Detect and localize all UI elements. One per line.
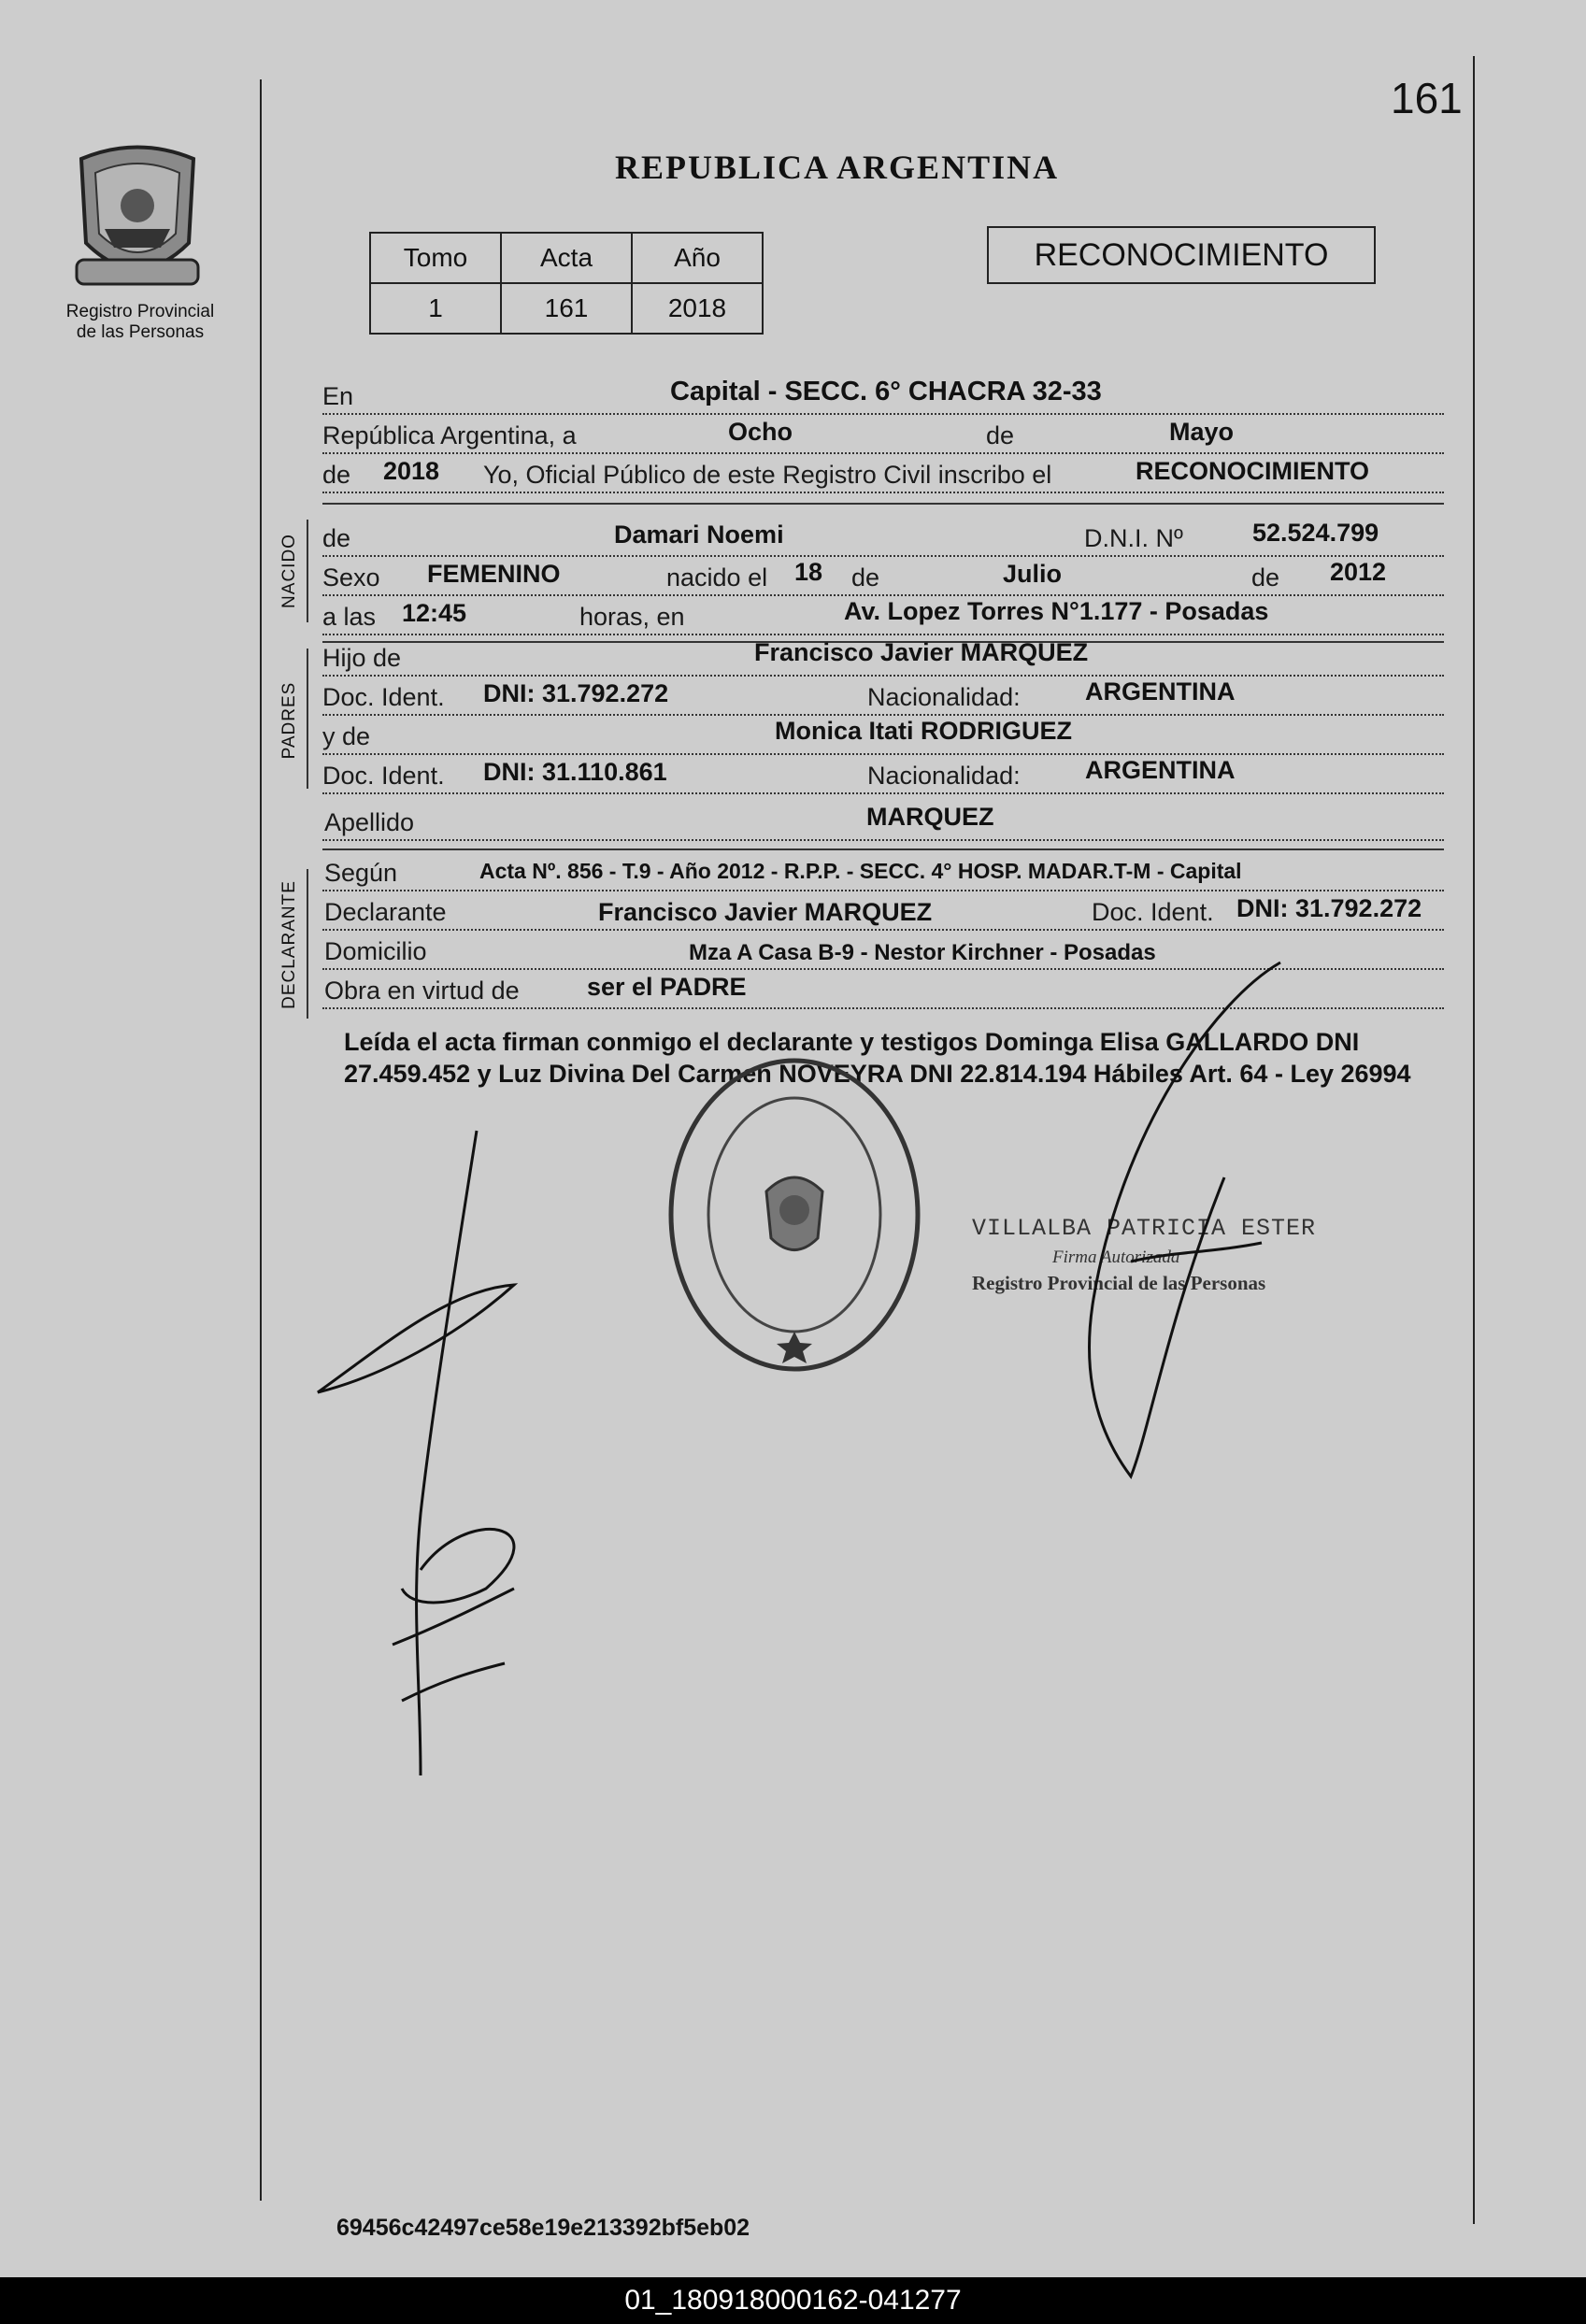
row-republica (322, 418, 1444, 458)
signature-right-icon (1065, 944, 1308, 1504)
value-nac-dia: 18 (794, 558, 823, 586)
bracket-padres (307, 649, 308, 789)
table-value-acta: 161 (501, 283, 632, 334)
doc-type-box: RECONOCIMIENTO (987, 226, 1376, 284)
official-stamp-office: Registro Provincial de las Personas (972, 1272, 1266, 1294)
value-madre-doc: DNI: 31.110.861 (483, 758, 667, 786)
row-apellido (322, 803, 1444, 845)
row-padre-doc (322, 677, 1444, 720)
label-horas: horas, en (579, 603, 685, 631)
label-segun: Según (324, 859, 398, 887)
value-dia: Ocho (728, 418, 793, 446)
value-segun: Acta Nº. 856 - T.9 - Año 2012 - R.P.P. - SECC. 4° HOSP. MADAR.T-M - Capital (479, 859, 1242, 883)
value-madre-nac: ARGENTINA (1085, 756, 1236, 784)
value-padre-nac: ARGENTINA (1085, 677, 1236, 706)
label-domicilio: Domicilio (324, 937, 427, 965)
row-madre (322, 717, 1444, 759)
value-decl-doc: DNI: 31.792.272 (1236, 894, 1422, 922)
province-logo (67, 140, 207, 299)
document-hash: 69456c42497ce58e19e213392bf5eb02 (336, 2215, 750, 2241)
value-nac-mes: Julio (1003, 560, 1063, 588)
value-inscripcion: RECONOCIMIENTO (1136, 457, 1370, 485)
bracket-nacido (307, 520, 308, 622)
label-yde: y de (322, 722, 371, 750)
label-dni: D.N.I. Nº (1084, 524, 1183, 552)
value-anio: 2018 (383, 457, 440, 485)
label-doc1: Doc. Ident. (322, 683, 445, 711)
value-dni: 52.524.799 (1252, 519, 1379, 547)
signature-left-icon (308, 1121, 551, 1794)
label-hijo: Hijo de (322, 644, 402, 672)
label-obra: Obra en virtud de (324, 977, 520, 1005)
table-header-acta: Acta (501, 233, 632, 283)
row-padre (322, 638, 1444, 680)
table-header-anio: Año (632, 233, 763, 283)
label-alas: a las (322, 603, 377, 631)
table-header-tomo: Tomo (370, 233, 501, 283)
value-madre: Monica Itati RODRIGUEZ (775, 717, 1073, 745)
label-apellido: Apellido (324, 808, 415, 836)
value-mes: Mayo (1169, 418, 1235, 446)
official-stamp-name: VILLALBA PATRICIA ESTER (972, 1215, 1317, 1242)
label-nombre: de (322, 524, 351, 552)
logo-caption-line1: Registro Provincial (65, 302, 215, 321)
value-domicilio: Mza A Casa B-9 - Nestor Kirchner - Posadas (689, 940, 1156, 965)
label-nacido: nacido el (666, 563, 768, 592)
registry-seal-icon (664, 1051, 925, 1378)
table-value-tomo: 1 (370, 283, 501, 334)
label-de: de (986, 421, 1015, 449)
section-label-padres: PADRES (279, 681, 299, 760)
value-lugar-registro: Capital - SECC. 6° CHACRA 32-33 (670, 377, 1102, 406)
value-apellido: MARQUEZ (866, 803, 994, 831)
bracket-declarante (307, 869, 308, 1019)
table-value-anio: 2018 (632, 283, 763, 334)
shield-emblem-icon (67, 140, 207, 299)
row-declarante (322, 894, 1444, 934)
label-sexo: Sexo (322, 563, 380, 592)
label-decl-doc: Doc. Ident. (1092, 898, 1214, 926)
label-de2: de (322, 461, 351, 489)
label-declarante: Declarante (324, 898, 447, 926)
value-sexo: FEMENINO (427, 560, 561, 588)
footer-id-bar: 01_180918000162-041277 (0, 2277, 1586, 2324)
label-en: En (322, 382, 354, 410)
row-hora (322, 597, 1444, 639)
value-lugar-nacimiento: Av. Lopez Torres N°1.177 - Posadas (844, 597, 1269, 625)
label-doc2: Doc. Ident. (322, 762, 445, 790)
logo-caption (37, 302, 243, 343)
registry-table (369, 232, 764, 335)
value-obra: ser el PADRE (587, 973, 747, 1001)
official-stamp-role: Firma Autorizada (1052, 1248, 1180, 1267)
value-padre: Francisco Javier MARQUEZ (754, 638, 1089, 666)
section-label-declarante: DECLARANTE (279, 880, 299, 1009)
logo-caption-line2: de las Personas (76, 322, 205, 342)
divider-apellido (322, 848, 1444, 850)
row-nombre (322, 519, 1444, 561)
row-segun (322, 858, 1444, 895)
country-title: REPUBLICA ARGENTINA (615, 149, 1060, 186)
divider-top (322, 503, 1444, 505)
closing-text: Leída el acta firman conmigo el declarante y testigos Dominga Elisa GALLARDO DNI 27.459.452 y Luz Divina Del Carmen NOVEYRA DNI 22.814.194 Hábiles Art. 64 - Ley 26994 (344, 1028, 1411, 1088)
row-anio (322, 457, 1444, 497)
label-oficial: Yo, Oficial Público de este Registro Civil inscribo el (483, 461, 1052, 489)
value-padre-doc: DNI: 31.792.272 (483, 679, 669, 707)
label-nac1: Nacionalidad: (867, 683, 1021, 711)
row-en (322, 377, 1444, 419)
value-nombre: Damari Noemi (614, 520, 784, 549)
row-madre-doc (322, 756, 1444, 798)
row-sexo (322, 558, 1444, 600)
section-label-nacido: NACIDO (279, 534, 299, 608)
right-margin-line (1473, 56, 1475, 2224)
left-margin-line (260, 79, 262, 2201)
value-declarante: Francisco Javier MARQUEZ (598, 898, 933, 926)
value-nac-anio: 2012 (1330, 558, 1387, 586)
label-nac-de2: de (1251, 563, 1280, 592)
value-hora: 12:45 (402, 599, 467, 627)
label-nac2: Nacionalidad: (867, 762, 1021, 790)
label-nac-de: de (851, 563, 880, 592)
page-number: 161 (1391, 74, 1463, 122)
label-republica: República Argentina, a (322, 421, 577, 449)
